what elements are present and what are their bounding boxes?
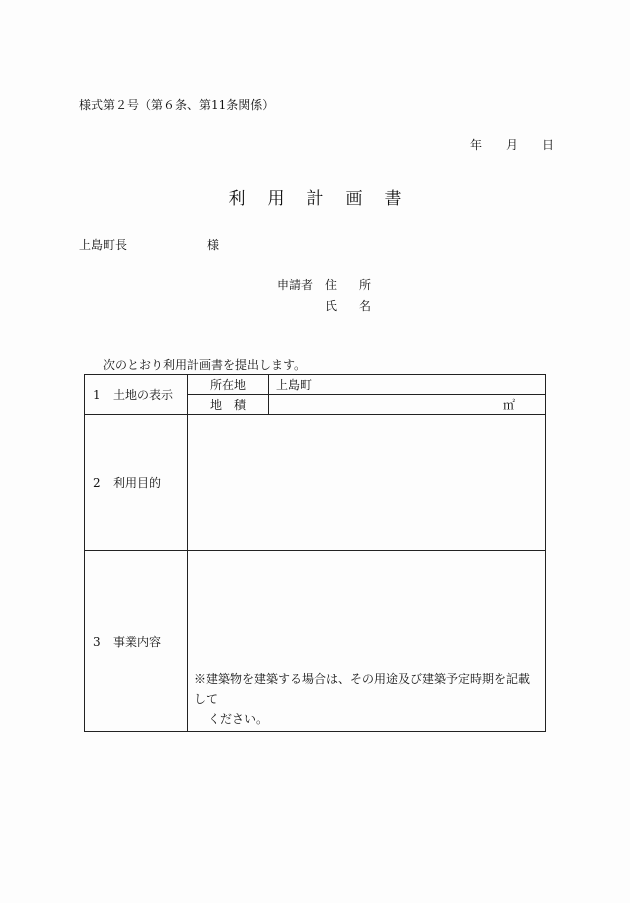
- date-year-label: 年: [470, 138, 483, 152]
- date-day-label: 日: [542, 138, 555, 152]
- area-field[interactable]: [269, 395, 546, 415]
- date-month-label: 月: [506, 138, 519, 152]
- form-number: 様式第２号（第６条、第11条関係）: [79, 98, 275, 112]
- title-char: 画: [345, 189, 363, 209]
- purpose-field[interactable]: [188, 415, 546, 551]
- building-note: ※建築物を建築する場合は、その用途及び建築予定時期を記載して: [194, 672, 531, 706]
- address-label: 住 所: [325, 278, 372, 292]
- area-unit: ㎡: [502, 398, 515, 412]
- location-label: 所在地: [188, 375, 269, 395]
- plan-table: [84, 374, 546, 732]
- table-row: [85, 551, 546, 732]
- business-content-field[interactable]: [188, 551, 546, 732]
- title-char: 用: [267, 189, 285, 209]
- addressee-honorific: 様: [207, 238, 220, 252]
- applicant-label: 申請者: [277, 278, 314, 292]
- land-section-label: 1 土地の表示: [85, 375, 188, 415]
- intro-text: 次のとおり利用計画書を提出します。: [103, 358, 307, 372]
- area-label: 地 積: [188, 395, 269, 415]
- table-row: [85, 415, 546, 551]
- building-note-cont: ください。: [208, 712, 269, 726]
- title-char: 書: [384, 189, 402, 209]
- table-row: [85, 375, 546, 395]
- location-field[interactable]: 上島町: [269, 375, 546, 395]
- addressee-name: 上島町長: [79, 238, 128, 252]
- purpose-label: 2 利用目的: [85, 415, 188, 551]
- title-char: 計: [306, 189, 324, 209]
- business-content-label: 3 事業内容: [85, 551, 188, 732]
- name-label: 氏 名: [325, 299, 372, 313]
- date-line: [470, 136, 554, 153]
- document-title: [0, 184, 630, 209]
- title-char: 利: [228, 189, 246, 209]
